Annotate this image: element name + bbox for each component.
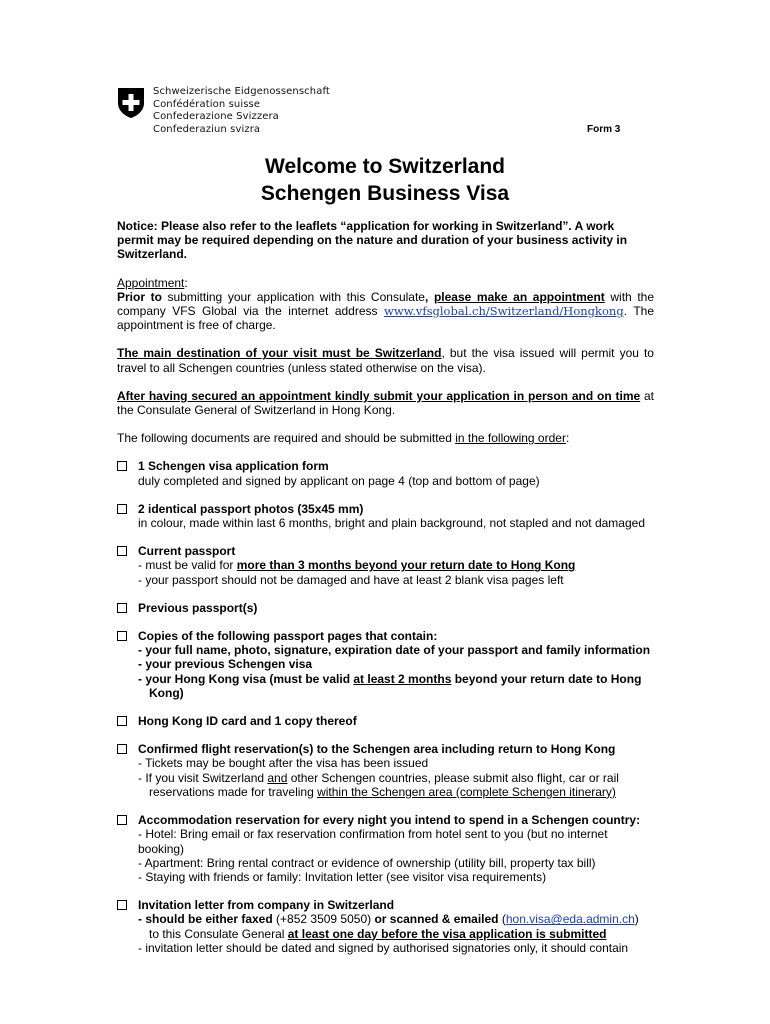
checklist-item-accommodation: Accommodation reservation for every night you intend to spend in a Schengen country: - Hotel: Bring email or fax reservation confirmation from hotel sent to you (but no internet booking) - Apartment: Bring rental contract or evidence of ownership (utility bill, property tax bill) - Staying with friends or family: Invitation letter (see visitor visa requirements) (117, 813, 654, 884)
checkbox-icon (117, 716, 127, 726)
checklist-item-invitation-letter: Invitation letter from company in Switzerland - should be either faxed (+852 3509 5050) or scanned & emailed (hon.visa@eda.admin.ch) to this Consulate General at least one day before the visa application is submitted - invitation letter should be dated and signed by authorised signatories only, it should contain (117, 898, 654, 955)
checklist-item-photos: 2 identical passport photos (35x45 mm) in colour, made within last 6 months, bright and plain background, not stapled and not damaged (117, 502, 654, 530)
checklist-item-current-passport: Current passport - must be valid for more than 3 months beyond your return date to Hong Kong - your passport should not be damaged and have at least 2 blank visa pages left (117, 544, 654, 587)
form-number: Form 3 (587, 124, 621, 135)
checklist-item-application-form: 1 Schengen visa application form duly completed and signed by applicant on page 4 (top and bottom of page) (117, 459, 654, 487)
submission-paragraph: After having secured an appointment kindly submit your application in person and on time at the Consulate General of Switzerland in Hong Kong. (117, 388, 655, 418)
appointment-heading: Appointment: (117, 275, 188, 290)
agency-name: Schweizerische Eidgenossenschaft Confédération suisse Confederazione Svizzera Confederaziun svizra (153, 86, 330, 136)
consulate-email-link[interactable]: hon.visa@eda.admin.ch (505, 912, 635, 927)
checklist-item-hkid: Hong Kong ID card and 1 copy thereof (117, 714, 654, 728)
checkbox-icon (117, 504, 127, 514)
checkbox-icon (117, 744, 127, 754)
vfs-global-link[interactable]: www.vfsglobal.ch/Switzerland/Hongkong (384, 304, 624, 319)
checkbox-icon (117, 900, 127, 910)
appointment-paragraph: Prior to submitting your application with this Consulate, please make an appointment with the company VFS Global via the internet address www.vfsglobal.ch/Switzerland/Hongkong. The appointment is free of charge. (117, 289, 654, 333)
checkbox-icon (117, 461, 127, 471)
swiss-emblem-icon (117, 87, 145, 119)
checkbox-icon (117, 546, 127, 556)
document-body (117, 219, 654, 955)
checklist-item-passport-copies: Copies of the following passport pages that contain: - your full name, photo, signature, expiration date of your passport and family information - your previous Schengen visa - your Hong Kong visa (must be valid at least 2 months beyond your return date to Hong Kong) (117, 629, 654, 700)
checkbox-icon (117, 603, 127, 613)
checkbox-icon (117, 815, 127, 825)
checklist-item-previous-passports: Previous passport(s) (117, 601, 654, 615)
checklist-item-flight: Confirmed flight reservation(s) to the Schengen area including return to Hong Kong - Tickets may be bought after the visa has been issued - If you visit Switzerland and other Schengen countries, please submit also flight, car or rail reservations made for traveling within the Schengen area (complete Schengen itinerary) (117, 742, 654, 799)
document-title: Welcome to Switzerland Schengen Business Visa (260, 155, 510, 205)
destination-paragraph: The main destination of your visit must be Switzerland, but the visa issued will permit you to travel to all Schengen countries (unless stated otherwise on the visa). (117, 346, 654, 375)
notice-paragraph: Notice: Please also refer to the leaflets “application for working in Switzerland”. A work permit may be required depending on the nature and duration of your business activity in Switzerland. (117, 219, 628, 262)
checkbox-icon (117, 631, 127, 641)
documents-intro: The following documents are required and should be submitted in the following order: (117, 431, 570, 446)
